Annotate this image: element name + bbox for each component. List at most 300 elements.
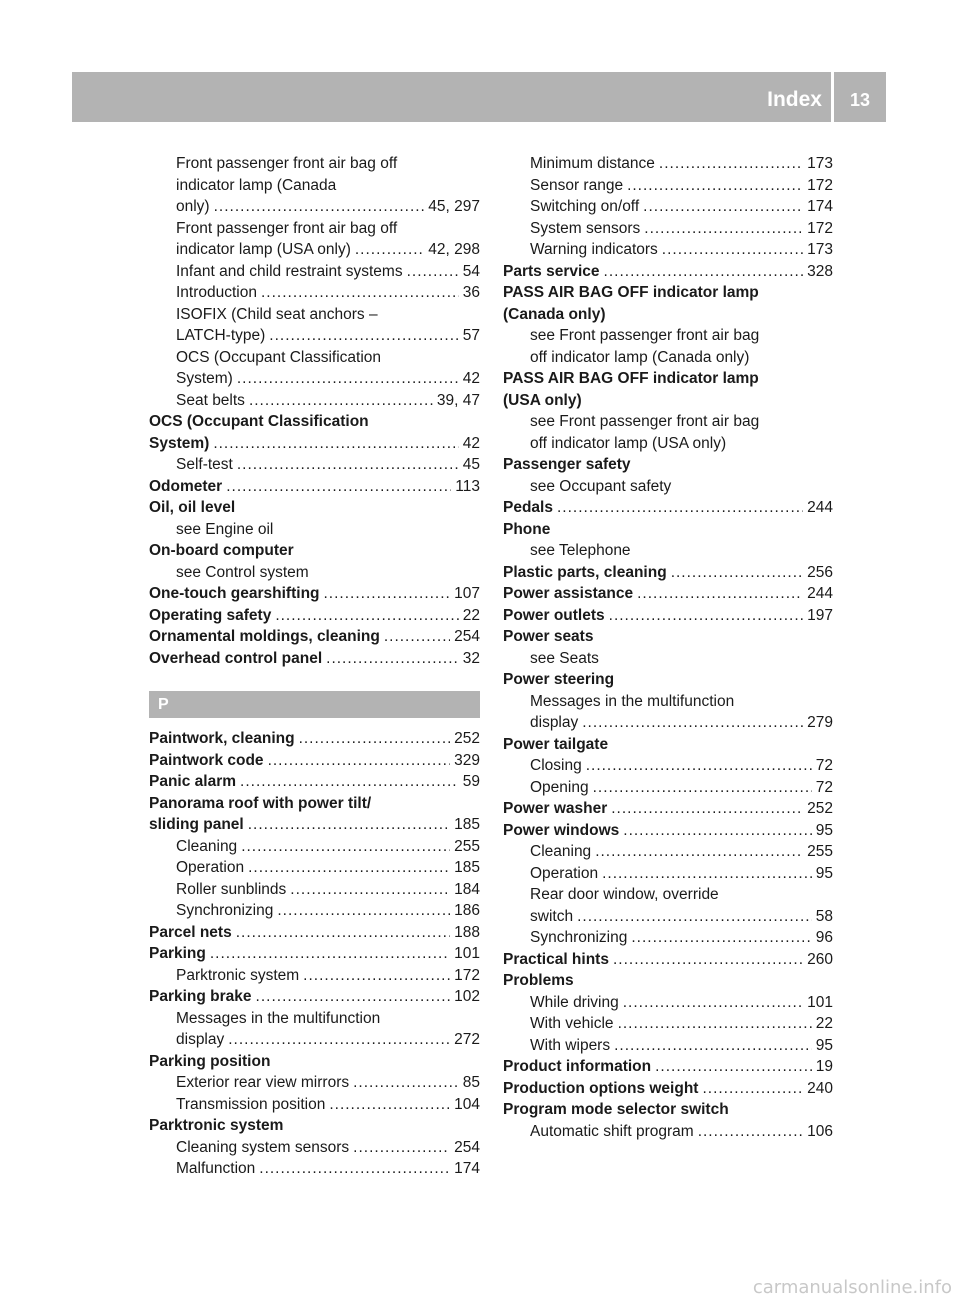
dot-leader	[631, 927, 811, 949]
entry-text: Cleaning	[176, 837, 238, 855]
entry-text: Power tailgate	[503, 735, 609, 753]
page-reference: 95	[815, 864, 833, 882]
index-subentry	[503, 841, 833, 863]
index-subentry	[503, 712, 833, 734]
entry-text: Infant and child restraint systems	[176, 262, 403, 280]
entry-text: While driving	[530, 993, 619, 1011]
entry-text: Plastic parts, cleaning	[503, 563, 667, 581]
entry-text: Cleaning system sensors	[176, 1138, 350, 1156]
index-subentry	[503, 218, 833, 240]
index-column-left	[149, 153, 480, 1180]
page-reference: 107	[454, 585, 480, 602]
section-gap	[149, 669, 480, 691]
entry-text: ISOFIX (Child seat anchors –	[176, 305, 378, 323]
entry-text: With wipers	[530, 1036, 611, 1054]
index-subentry	[149, 1029, 480, 1051]
page-reference: 32	[462, 649, 480, 667]
page-header	[72, 72, 886, 122]
entry-text: Seat belts	[176, 391, 245, 409]
dot-leader	[277, 900, 450, 922]
page-reference: 244	[807, 585, 833, 602]
dot-leader	[671, 562, 803, 584]
page-reference: 255	[807, 843, 833, 860]
dot-leader	[248, 857, 450, 879]
index-subentry	[149, 153, 480, 175]
dot-leader	[237, 454, 459, 476]
index-subentry	[503, 755, 833, 777]
entry-text: Pedals	[503, 499, 553, 516]
dot-leader	[662, 239, 803, 261]
entry-text: see Front passenger front air bag	[530, 413, 760, 430]
page-reference: 244	[807, 499, 833, 516]
dot-leader	[236, 922, 450, 944]
index-subentry	[503, 691, 833, 713]
page-reference: 188	[454, 923, 480, 941]
page-reference: 39, 47	[436, 391, 480, 409]
index-subentry	[503, 906, 833, 928]
index-entry	[503, 734, 833, 756]
entry-text: only)	[176, 198, 210, 215]
index-entry	[149, 1115, 480, 1137]
index-subentry	[149, 1094, 480, 1116]
entry-text: see Control system	[176, 563, 309, 581]
index-subentry	[503, 433, 833, 455]
entry-text: Sensor range	[530, 176, 624, 194]
page-reference: 85	[462, 1074, 480, 1091]
dot-leader	[324, 583, 451, 605]
index-subentry	[503, 648, 833, 670]
entry-text: Parking position	[149, 1052, 271, 1070]
index-subentry	[503, 196, 833, 218]
page-reference: 174	[807, 198, 833, 215]
index-entry	[149, 793, 480, 815]
entry-text: Production options weight	[503, 1079, 699, 1097]
index-subentry	[149, 857, 480, 879]
page-reference: 102	[454, 988, 480, 1005]
index-entry	[503, 798, 833, 820]
index-subentry	[149, 368, 480, 390]
entry-text: PASS AIR BAG OFF indicator lamp	[503, 370, 759, 387]
index-subentry	[503, 992, 833, 1014]
entry-text: Panorama roof with power tilt/	[149, 794, 372, 812]
dot-leader	[659, 153, 803, 175]
entry-text: Introduction	[176, 284, 257, 301]
dot-leader	[384, 626, 450, 648]
index-entry	[149, 648, 480, 670]
entry-text: Roller sunblinds	[176, 880, 287, 898]
entry-text: Minimum distance	[530, 155, 655, 172]
page-reference: 22	[815, 1015, 833, 1032]
entry-text: Paintwork code	[149, 751, 264, 769]
entry-text: System)	[149, 434, 210, 452]
dot-leader	[259, 1158, 450, 1180]
index-subentry	[149, 196, 480, 218]
index-subentry	[149, 261, 480, 283]
index-subentry	[149, 282, 480, 304]
dot-leader	[613, 949, 803, 971]
dot-leader	[355, 239, 424, 261]
dot-leader	[702, 1078, 803, 1100]
page-reference: 328	[807, 262, 833, 280]
dot-leader	[577, 906, 812, 928]
entry-text: indicator lamp (Canada	[176, 176, 337, 194]
dot-leader	[644, 218, 803, 240]
page-reference: 184	[454, 880, 480, 898]
index-subentry	[503, 540, 833, 562]
entry-text: see Engine oil	[176, 520, 274, 538]
watermark: carmanualsonline.info	[752, 1277, 952, 1298]
entry-text: Closing	[530, 757, 582, 774]
index-subentry	[149, 1137, 480, 1159]
entry-text: switch	[530, 907, 574, 925]
index-entry	[149, 771, 480, 793]
index-subentry	[149, 325, 480, 347]
entry-text: LATCH-type)	[176, 327, 266, 344]
index-subentry	[149, 304, 480, 326]
page-reference: 173	[807, 241, 833, 258]
index-entry	[149, 583, 480, 605]
index-subentry	[503, 175, 833, 197]
entry-text: Parts service	[503, 262, 600, 280]
entry-text: Synchronizing	[530, 929, 628, 946]
entry-text: Paintwork, cleaning	[149, 730, 295, 747]
index-entry	[149, 943, 480, 965]
entry-text: Self-test	[176, 456, 233, 473]
entry-text: Odometer	[149, 477, 223, 495]
page-reference: 172	[807, 219, 833, 237]
index-subentry	[149, 1008, 480, 1030]
entry-text: indicator lamp (USA only)	[176, 241, 351, 258]
entry-text: Power washer	[503, 800, 608, 817]
page-reference: 174	[454, 1160, 480, 1177]
index-subentry	[503, 1035, 833, 1057]
index-entry	[503, 669, 833, 691]
entry-text: Exterior rear view mirrors	[176, 1074, 350, 1091]
index-subentry	[503, 927, 833, 949]
entry-text: Product information	[503, 1058, 652, 1075]
dot-leader	[326, 648, 459, 670]
dot-leader	[249, 390, 433, 412]
page-reference: 95	[815, 821, 833, 839]
index-entry	[503, 562, 833, 584]
entry-text: Automatic shift program	[530, 1122, 694, 1140]
index-entry	[149, 728, 480, 750]
entry-text: Parking brake	[149, 988, 252, 1005]
dot-leader	[275, 605, 458, 627]
entry-text: Front passenger front air bag off	[176, 155, 398, 172]
page-reference: 113	[455, 477, 480, 495]
dot-leader	[299, 728, 451, 750]
entry-text: off indicator lamp (Canada only)	[530, 348, 750, 366]
page-reference: 255	[454, 837, 480, 855]
entry-text: Passenger safety	[503, 456, 631, 473]
dot-leader	[602, 863, 812, 885]
page-reference: 329	[454, 751, 480, 769]
dot-leader	[614, 1035, 812, 1057]
page-reference: 101	[454, 945, 480, 962]
index-entry	[149, 986, 480, 1008]
page-reference: 42	[462, 434, 480, 452]
index-subentry	[149, 218, 480, 240]
page-reference: 260	[807, 950, 833, 968]
page-reference: 173	[807, 155, 833, 172]
entry-text: Operation	[530, 864, 599, 882]
section-title: Index	[767, 88, 822, 111]
dot-leader	[228, 1029, 450, 1051]
dot-leader	[303, 965, 450, 987]
index-subentry	[149, 879, 480, 901]
dot-leader	[595, 841, 803, 863]
index-subentry	[503, 411, 833, 433]
entry-text: PASS AIR BAG OFF indicator lamp	[503, 284, 759, 301]
entry-text: Program mode selector switch	[503, 1101, 729, 1118]
entry-text: System)	[176, 370, 233, 387]
index-subentry	[149, 519, 480, 541]
index-subentry	[149, 347, 480, 369]
entry-text: display	[530, 714, 579, 731]
index-entry	[503, 519, 833, 541]
entry-text: With vehicle	[530, 1015, 614, 1032]
entry-text: Switching on/off	[530, 198, 640, 215]
dot-leader	[240, 771, 459, 793]
entry-text: display	[176, 1031, 225, 1048]
page-reference: 272	[454, 1031, 480, 1048]
entry-text: see Telephone	[530, 542, 631, 559]
index-entry	[503, 1099, 833, 1121]
index-subentry	[149, 390, 480, 412]
index-subentry	[149, 454, 480, 476]
index-subentry	[503, 347, 833, 369]
entry-text: Parcel nets	[149, 923, 232, 941]
index-subentry	[149, 1158, 480, 1180]
entry-text: Messages in the multifunction	[530, 692, 735, 710]
page-reference: 36	[462, 284, 480, 301]
page-reference: 197	[807, 606, 833, 624]
entry-text: OCS (Occupant Classification	[149, 413, 369, 430]
page-reference: 185	[454, 816, 480, 833]
entry-text: Messages in the multifunction	[176, 1009, 381, 1027]
entry-text: Power assistance	[503, 585, 634, 602]
dot-leader	[210, 943, 450, 965]
index-entry	[149, 750, 480, 772]
index-entry	[503, 583, 833, 605]
entry-text: Malfunction	[176, 1160, 256, 1177]
entry-text: off indicator lamp (USA only)	[530, 434, 727, 452]
index-entry	[149, 605, 480, 627]
index-entry	[149, 626, 480, 648]
entry-text: see Front passenger front air bag	[530, 327, 760, 344]
dot-leader	[611, 798, 803, 820]
page-reference: 185	[454, 859, 480, 876]
index-subentry	[503, 777, 833, 799]
dot-leader	[623, 992, 803, 1014]
index-entry	[503, 626, 833, 648]
entry-text: see Occupant safety	[530, 477, 672, 495]
dot-leader	[329, 1094, 450, 1116]
page-reference: 252	[807, 800, 833, 817]
index-entry	[503, 368, 833, 390]
entry-text: Transmission position	[176, 1095, 326, 1113]
entry-text: System sensors	[530, 219, 641, 237]
index-entry	[503, 970, 833, 992]
entry-text: Power steering	[503, 671, 615, 688]
dot-leader	[582, 712, 803, 734]
index-subentry	[503, 884, 833, 906]
entry-text: Power seats	[503, 628, 594, 645]
dot-leader	[269, 325, 458, 347]
dot-leader	[226, 476, 451, 498]
index-entry	[149, 411, 480, 433]
page-reference: 42	[462, 370, 480, 387]
index-entry	[503, 282, 833, 304]
entry-text: Parking	[149, 945, 206, 962]
index-subentry	[149, 239, 480, 261]
entry-text: Operating safety	[149, 606, 272, 624]
index-subentry	[149, 836, 480, 858]
index-subentry	[503, 153, 833, 175]
index-entry	[149, 497, 480, 519]
dot-leader	[609, 605, 803, 627]
index-subentry	[149, 175, 480, 197]
page-reference: 186	[454, 902, 480, 919]
page-reference: 104	[454, 1095, 480, 1113]
entry-text: Parktronic system	[149, 1117, 284, 1134]
entry-text: Panic alarm	[149, 773, 237, 790]
dot-leader	[268, 750, 451, 772]
page-reference: 254	[454, 628, 480, 645]
page-reference: 240	[807, 1079, 833, 1097]
dot-leader	[655, 1056, 812, 1078]
entry-text: Synchronizing	[176, 902, 274, 919]
index-subentry	[503, 863, 833, 885]
page-reference: 279	[807, 714, 833, 731]
index-entry	[149, 922, 480, 944]
entry-text: Warning indicators	[530, 241, 658, 258]
dot-leader	[214, 196, 425, 218]
page-reference: 58	[815, 907, 833, 925]
entry-text: Problems	[503, 972, 574, 989]
page-reference: 106	[807, 1122, 833, 1140]
index-subentry	[149, 965, 480, 987]
index-subentry	[149, 900, 480, 922]
dot-leader	[213, 433, 458, 455]
page-reference: 252	[454, 730, 480, 747]
entry-text: Practical hints	[503, 950, 609, 968]
page-reference: 101	[807, 993, 833, 1011]
entry-text: Ornamental moldings, cleaning	[149, 628, 380, 645]
page-number: 13	[849, 90, 871, 110]
dot-leader	[627, 175, 803, 197]
entry-text: On-board computer	[149, 542, 294, 559]
dot-leader	[637, 583, 803, 605]
index-subentry	[503, 1013, 833, 1035]
dot-leader	[261, 282, 459, 304]
entry-text: Parktronic system	[176, 966, 300, 984]
index-column-right	[503, 153, 833, 1142]
entry-text: (USA only)	[503, 391, 582, 409]
page-reference: 45	[462, 456, 480, 473]
index-entry	[503, 820, 833, 842]
index-entry	[503, 1078, 833, 1100]
dot-leader	[290, 879, 450, 901]
index-subentry	[503, 325, 833, 347]
page-reference: 96	[815, 929, 833, 946]
index-subentry	[503, 239, 833, 261]
index-entry	[503, 261, 833, 283]
dot-leader	[643, 196, 803, 218]
dot-leader	[256, 986, 451, 1008]
page-reference: 72	[815, 757, 833, 774]
dot-leader	[237, 368, 459, 390]
entry-text: One-touch gearshifting	[149, 585, 320, 602]
dot-leader	[623, 820, 811, 842]
entry-text: OCS (Occupant Classification	[176, 348, 382, 366]
dot-leader	[604, 261, 804, 283]
index-entry	[503, 1056, 833, 1078]
index-entry	[503, 454, 833, 476]
dot-leader	[698, 1121, 803, 1143]
dot-leader	[618, 1013, 812, 1035]
dot-leader	[407, 261, 459, 283]
page-reference: 172	[454, 966, 480, 984]
page-reference: 22	[462, 606, 480, 624]
index-subentry	[503, 1121, 833, 1143]
index-entry	[503, 605, 833, 627]
page-reference: 59	[462, 773, 480, 790]
index-entry	[149, 433, 480, 455]
entry-text: Rear door window, override	[530, 886, 719, 903]
index-entry	[503, 497, 833, 519]
page-reference: 54	[462, 262, 480, 280]
index-entry	[149, 814, 480, 836]
dot-leader	[241, 836, 450, 858]
entry-text: Operation	[176, 859, 245, 876]
index-subentry	[503, 476, 833, 498]
page-reference: 42, 298	[428, 241, 480, 258]
index-entry	[149, 1051, 480, 1073]
index-entry	[503, 304, 833, 326]
entry-text: Overhead control panel	[149, 649, 323, 667]
dot-leader	[353, 1072, 459, 1094]
index-subentry	[149, 562, 480, 584]
page-reference: 57	[462, 327, 480, 344]
dot-leader	[248, 814, 450, 836]
dot-leader	[557, 497, 803, 519]
page-reference: 95	[815, 1036, 833, 1054]
page-reference: 254	[454, 1138, 480, 1156]
entry-text: Power windows	[503, 821, 620, 839]
page-reference: 19	[815, 1058, 833, 1075]
index-entry	[503, 949, 833, 971]
section-letter-header: P	[149, 691, 480, 718]
index-entry	[149, 476, 480, 498]
entry-text: (Canada only)	[503, 305, 606, 323]
dot-leader	[593, 777, 812, 799]
entry-text: sliding panel	[149, 816, 244, 833]
entry-text: Opening	[530, 778, 589, 796]
page-reference: 45, 297	[428, 198, 480, 215]
entry-text: Power outlets	[503, 606, 605, 624]
entry-text: Cleaning	[530, 843, 592, 860]
index-entry	[503, 390, 833, 412]
dot-leader	[586, 755, 812, 777]
index-subentry	[149, 1072, 480, 1094]
index-entry	[149, 540, 480, 562]
entry-text: Oil, oil level	[149, 499, 236, 516]
dot-leader	[353, 1137, 450, 1159]
page-reference: 256	[807, 563, 833, 581]
page-reference: 72	[815, 778, 833, 796]
